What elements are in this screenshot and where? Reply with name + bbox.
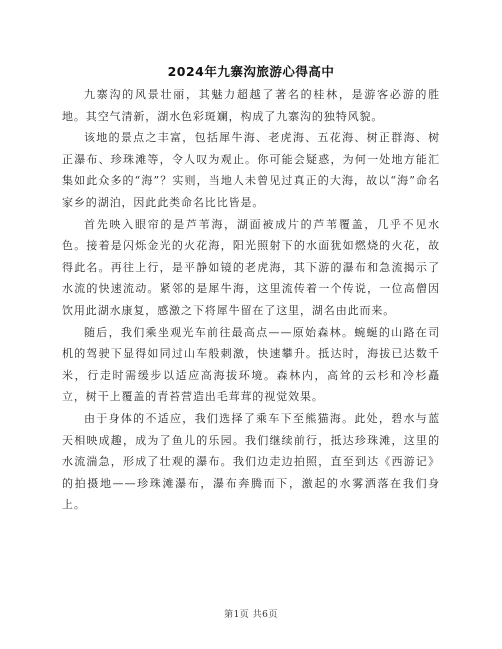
document-body xyxy=(62,84,440,516)
paragraph: 首先映入眼帘的是芦苇海，湖面被成片的芦苇覆盖，几乎不见水色。接着是闪烁金光的火花海，阳光照射下的水面犹如燃烧的火花，故得此名。再往上行，是平静如镜的老虎海，其下游的瀑布和急流揭示了水流的快速流动。紧邻的是犀牛海，这里流传着一个传说，一位高僧因饮用此湖水康复，感激之下将犀牛留在了这里，湖名由此而来。 xyxy=(62,217,440,317)
paragraph: 由于身体的不适应，我们选择了乘车下至熊猫海。此处，碧水与蓝天相映成趣，成为了鱼儿的乐园。我们继续前行，抵达珍珠滩，这里的水流湍急，形成了壮观的瀑布。我们边走边拍照，直至到达《西游记》的拍摄地——珍珠滩瀑布，瀑布奔腾而下，激起的水雾洒落在我们身上。 xyxy=(62,411,440,512)
page-indicator: 第1页 共6页 xyxy=(224,610,278,620)
document-title: 2024年九寨沟旅游心得高中 xyxy=(167,64,335,79)
paragraph: 随后，我们乘坐观光车前往最高点——原始森林。蜿蜒的山路在司机的驾驶下显得如同过山车般刺激，快速攀升。抵达时，海拔已达数千米，行走时需缓步以适应高海拔环境。森林内，高耸的云杉和冷杉矗立，树干上覆盖的青苔营造出毛茸茸的视觉效果。 xyxy=(62,325,440,404)
paragraph: 该地的景点之丰富，包括犀牛海、老虎海、五花海、树正群海、树正瀑布、珍珠滩等，令人叹为观止。你可能会疑惑，为何一处地方能汇集如此众多的“海”？实则，当地人未曾见过真正的大海，故以“海”命名家乡的湖泊，因此此类命名比比皆是。 xyxy=(62,131,440,209)
paragraph: 九寨沟的风景壮丽，其魅力超越了著名的桂林，是游客必游的胜地。其空气清新，湖水色彩斑斓，构成了九寨沟的独特风貌。 xyxy=(62,88,440,123)
